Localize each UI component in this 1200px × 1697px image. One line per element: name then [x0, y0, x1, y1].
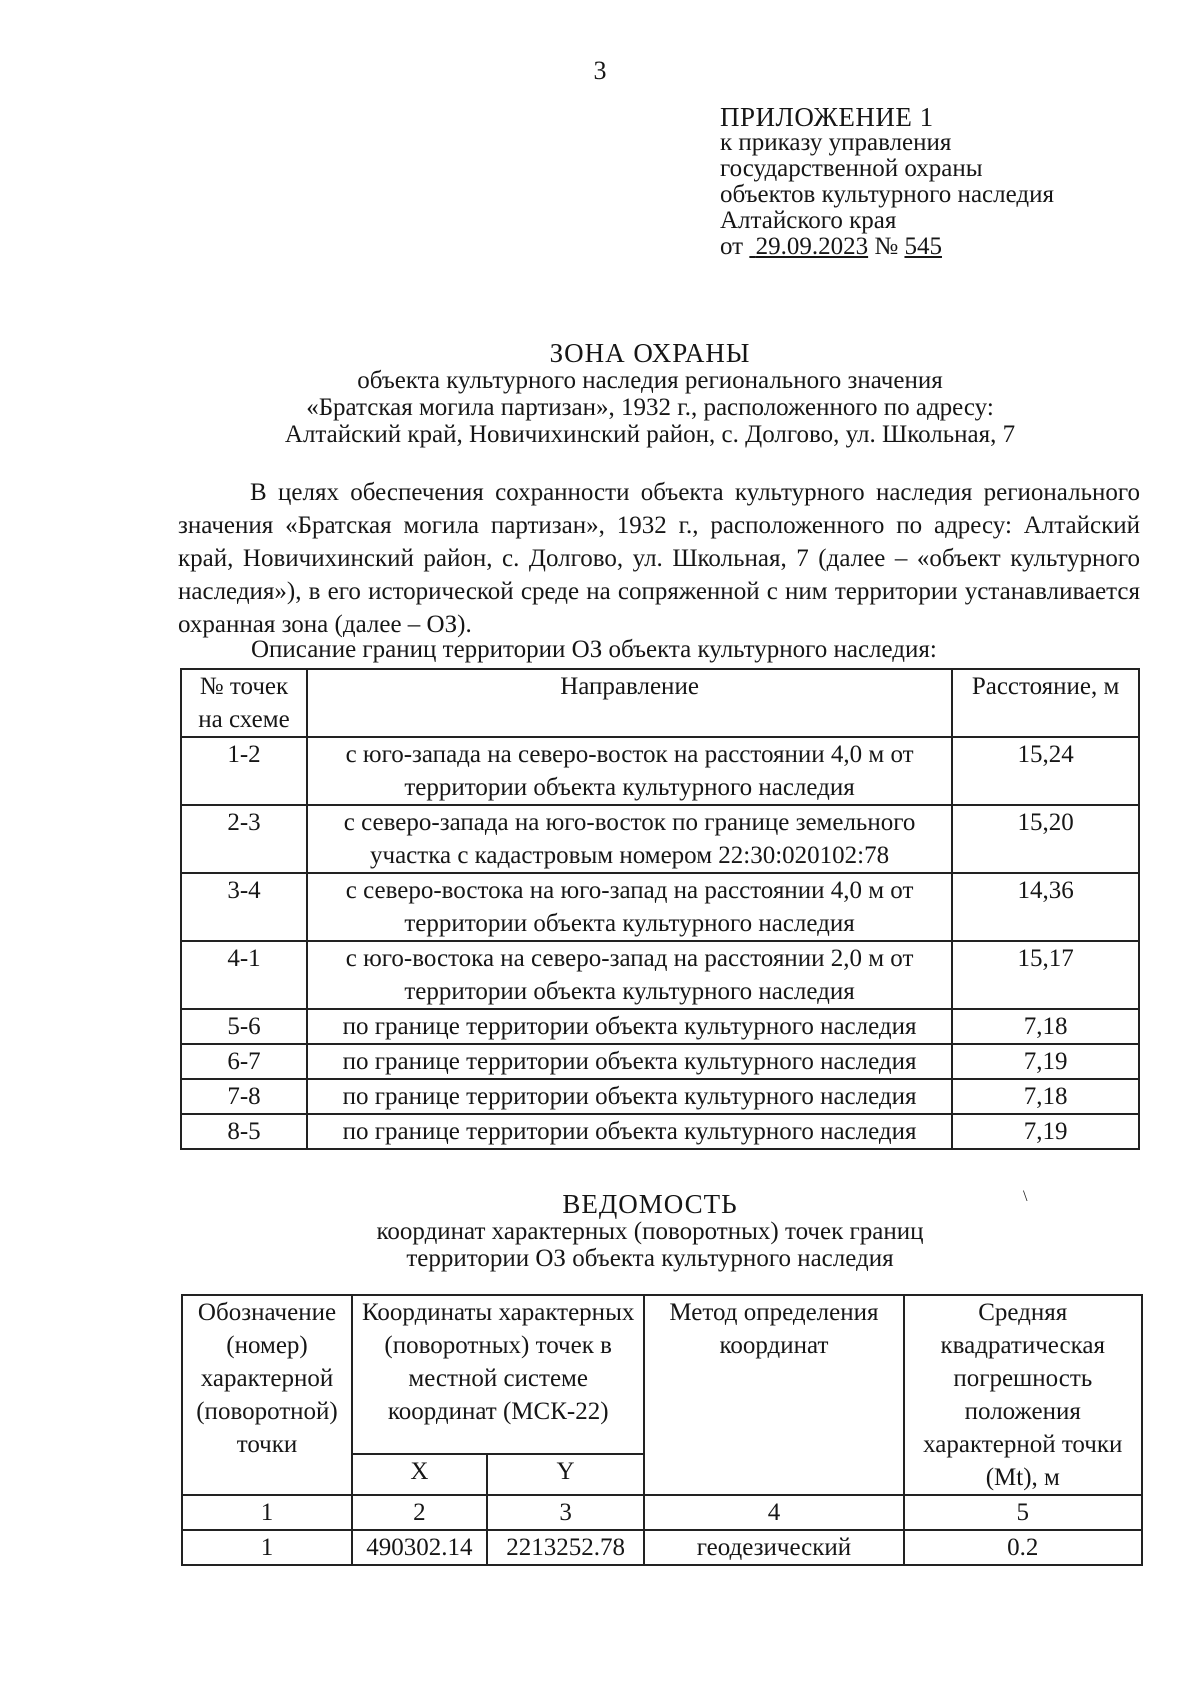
- points-cell: 1-2: [181, 737, 307, 805]
- method-cell: геодезический: [644, 1530, 903, 1565]
- distance-cell: 15,17: [952, 941, 1139, 1009]
- appendix-line: к приказу управления: [720, 129, 952, 156]
- error-cell: 0.2: [904, 1530, 1142, 1565]
- order-date: [749, 233, 868, 260]
- header-method: Метод определения координат: [644, 1295, 903, 1495]
- distance-cell: 7,19: [952, 1114, 1139, 1149]
- table-row: [181, 873, 1139, 941]
- table-row: [181, 805, 1139, 873]
- header-designation: Обозначение (номер) характерной (поворотной) точки: [182, 1295, 352, 1495]
- points-cell: 3-4: [181, 873, 307, 941]
- direction-cell: с юго-востока на северо-запад на расстоянии 2,0 м от территории объекта культурного наследия: [307, 941, 952, 1009]
- header-distance: Расстояние, м: [952, 669, 1139, 737]
- stray-mark: \: [1023, 1188, 1028, 1205]
- table-row: [181, 1079, 1139, 1114]
- column-number: 3: [487, 1495, 645, 1530]
- direction-cell: с юго-запада на северо-восток на расстоянии 4,0 м от территории объекта культурного наследия: [307, 737, 952, 805]
- table-row: [182, 1530, 1142, 1565]
- zone-subtitle-line: объекта культурного наследия регионального значения: [357, 367, 943, 394]
- boundary-caption: Описание границ территории ОЗ объекта культурного наследия:: [251, 636, 937, 663]
- zone-title-block: [160, 340, 1140, 448]
- intro-text: В целях обеспечения сохранности объекта культурного наследия регионального значения «Братская могила партизан», 1932 г., расположенного по адресу: Алтайский край, Новичихинский район, с. Долгово, ул. Школьная, 7 (далее – «объект культурного наследия»), в его исторической среде на сопряженной с ним территории устанавливается охранная зона (далее – ОЗ).: [178, 479, 1140, 638]
- points-cell: 7-8: [181, 1079, 307, 1114]
- order-number: 545: [904, 233, 942, 260]
- distance-cell: 7,18: [952, 1009, 1139, 1044]
- point-cell: 1: [182, 1530, 352, 1565]
- table-header-row: [182, 1295, 1142, 1454]
- column-number: 2: [352, 1495, 487, 1530]
- distance-cell: 7,19: [952, 1044, 1139, 1079]
- distance-cell: 14,36: [952, 873, 1139, 941]
- zone-subtitle-line: «Братская могила партизан», 1932 г., расположенного по адресу:: [306, 394, 994, 421]
- number-prefix: №: [874, 233, 899, 260]
- table-row: [181, 941, 1139, 1009]
- points-cell: 6-7: [181, 1044, 307, 1079]
- direction-cell: с северо-востока на юго-запад на расстоянии 4,0 м от территории объекта культурного наследия: [307, 873, 952, 941]
- distance-cell: 7,18: [952, 1079, 1139, 1114]
- x-cell: 490302.14: [352, 1530, 487, 1565]
- appendix-line: Алтайского края: [720, 207, 897, 234]
- direction-cell: по границе территории объекта культурного наследия: [307, 1044, 952, 1079]
- zone-subtitle-line: Алтайский край, Новичихинский район, с. Долгово, ул. Школьная, 7: [284, 421, 1016, 448]
- page-number: 3: [593, 56, 607, 85]
- appendix-line: объектов культурного наследия: [720, 181, 1054, 208]
- header-coords: Координаты характерных (поворотных) точек в местной системе координат (МСК-22): [352, 1295, 644, 1454]
- direction-cell: по границе территории объекта культурного наследия: [307, 1114, 952, 1149]
- table-header-row: [181, 669, 1139, 737]
- column-number: 5: [904, 1495, 1142, 1530]
- distance-cell: 15,20: [952, 805, 1139, 873]
- header-y: Y: [487, 1454, 645, 1495]
- appendix-block: [720, 104, 1054, 260]
- zone-title: ЗОНА ОХРАНЫ: [549, 338, 751, 368]
- points-cell: 2-3: [181, 805, 307, 873]
- boundary-table: [180, 668, 1140, 1150]
- table-row: [181, 1044, 1139, 1079]
- points-cell: 5-6: [181, 1009, 307, 1044]
- y-cell: 2213252.78: [487, 1530, 645, 1565]
- header-direction: Направление: [307, 669, 952, 737]
- direction-cell: по границе территории объекта культурного наследия: [307, 1079, 952, 1114]
- order-date-value: 29.09.2023: [755, 233, 869, 260]
- header-x: X: [352, 1454, 487, 1495]
- vedomost-title-block: [160, 1191, 1140, 1272]
- table-row: [181, 737, 1139, 805]
- table-row: [181, 1114, 1139, 1149]
- vedomost-subtitle-line: координат характерных (поворотных) точек границ: [376, 1218, 924, 1245]
- header-points: № точек на схеме: [181, 669, 307, 737]
- distance-cell: 15,24: [952, 737, 1139, 805]
- appendix-line: государственной охраны: [720, 155, 983, 182]
- column-number: 1: [182, 1495, 352, 1530]
- table-row: [181, 1009, 1139, 1044]
- coordinates-table: [181, 1294, 1143, 1566]
- appendix-date-line: [720, 234, 1054, 260]
- direction-cell: по границе территории объекта культурного наследия: [307, 1009, 952, 1044]
- header-error: Средняя квадратическая погрешность положения характерной точки (Mt), м: [904, 1295, 1142, 1495]
- vedomost-subtitle-line: территории ОЗ объекта культурного наследия: [406, 1245, 894, 1272]
- vedomost-title: ВЕДОМОСТЬ: [562, 1189, 738, 1219]
- appendix-title: ПРИЛОЖЕНИЕ 1: [720, 102, 934, 132]
- points-cell: 8-5: [181, 1114, 307, 1149]
- intro-paragraph: [178, 476, 1140, 641]
- direction-cell: с северо-запада на юго-восток по границе земельного участка с кадастровым номером 22:30:020102:78: [307, 805, 952, 873]
- date-prefix: от: [720, 233, 744, 260]
- points-cell: 4-1: [181, 941, 307, 1009]
- column-number-row: [182, 1495, 1142, 1530]
- column-number: 4: [644, 1495, 903, 1530]
